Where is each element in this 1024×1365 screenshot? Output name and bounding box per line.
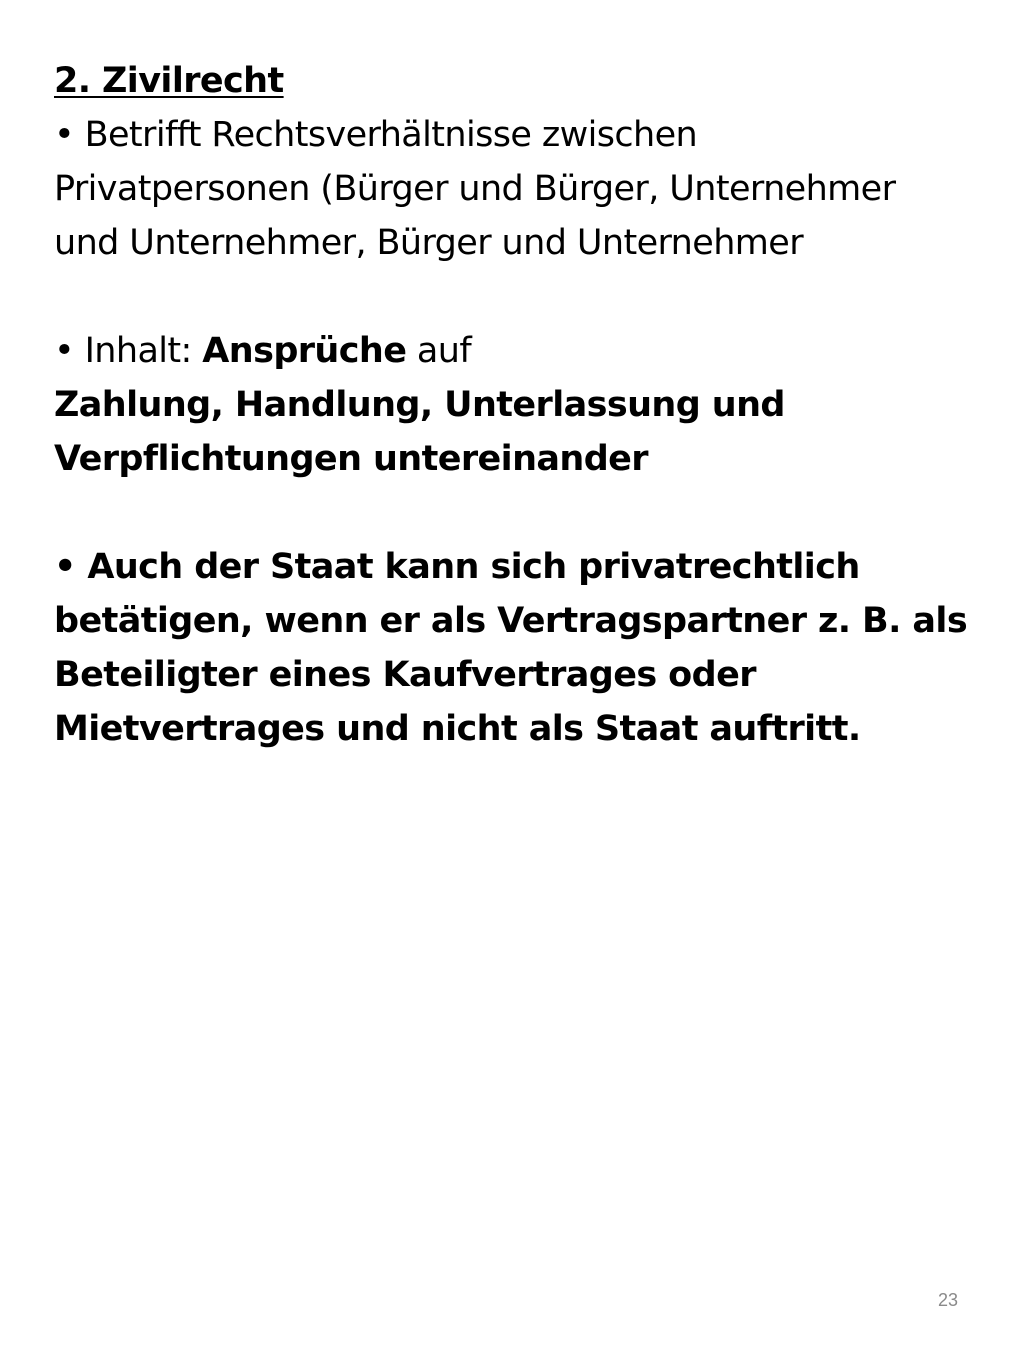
slide-content bbox=[54, 54, 994, 756]
inhalt-suffix: auf bbox=[406, 331, 472, 371]
bullet-text-line: Verpflichtungen untereinander bbox=[54, 439, 648, 479]
bullet-staat bbox=[54, 540, 994, 756]
spacer bbox=[54, 486, 994, 540]
ansprueche-bold: Ansprüche bbox=[202, 331, 407, 371]
bullet-text-line: • Auch der Staat kann sich privatrechtlich bbox=[54, 547, 860, 587]
bullet-text-line bbox=[54, 324, 994, 378]
bullet-text-line: betätigen, wenn er als Vertragspartner z. B. als bbox=[54, 601, 968, 641]
bullet-text-line: Zahlung, Handlung, Unterlassung und bbox=[54, 385, 785, 425]
inhalt-prefix: • Inhalt: bbox=[54, 331, 203, 371]
bullet-text-line: und Unternehmer, Bürger und Unternehmer bbox=[54, 223, 803, 263]
slide-title bbox=[54, 54, 994, 108]
spacer bbox=[54, 270, 994, 324]
bullet-rechtsverhaeltnisse bbox=[54, 108, 994, 270]
bullet-inhalt bbox=[54, 324, 994, 486]
bullet-text-line: • Betrifft Rechtsverhältnisse zwischen bbox=[54, 115, 698, 155]
bullet-text-line: Mietvertrages und nicht als Staat auftritt. bbox=[54, 709, 861, 749]
bullet-text-line: Beteiligter eines Kaufvertrages oder bbox=[54, 655, 756, 695]
slide-title-text: 2. Zivilrecht bbox=[54, 61, 284, 101]
page-number: 23 bbox=[937, 1290, 958, 1310]
bullet-text-line: Privatpersonen (Bürger und Bürger, Unternehmer bbox=[54, 169, 896, 209]
